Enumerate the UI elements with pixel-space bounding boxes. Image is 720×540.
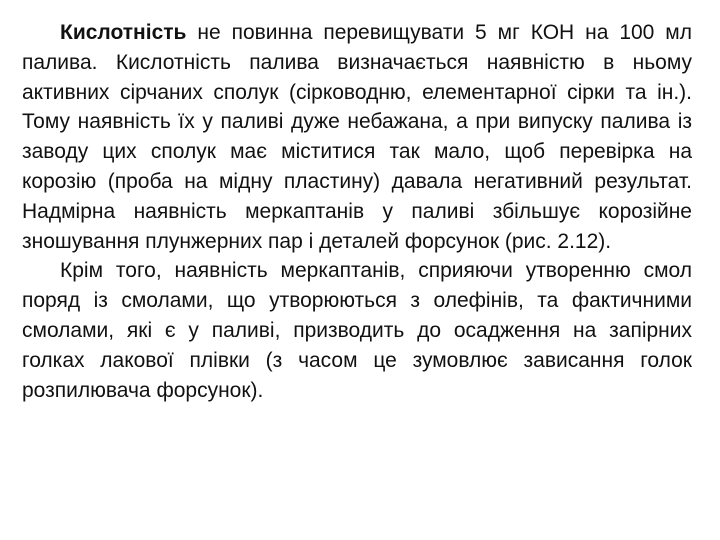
paragraph-text: не повинна перевищувати 5 мг КОН на 100 мл палива. Кислотність палива визначається наявністю в ньому активних сірчаних сполук (сірководню, елементарної сірки та ін.). Тому наявність їх у паливі дуже небажана, а при випуску палива із заводу цих сполук має міститися так мало, щоб перевірка на корозію (проба на мідну пластину) давала негативний результат. Надмірна наявність меркаптанів у паливі збільшує корозійне зношування плунжерних пар і деталей форсунок (рис. 2.12). (22, 21, 692, 253)
bold-term: Кислотність (60, 21, 187, 44)
paragraph-text: Крім того, наявність меркаптанів, сприяючи утворенню смол поряд із смолами, що утворюються з олефінів, та фактичними смолами, які є у паливі, призводить до осадження на запірних голках лакової плівки (з часом це зумовлює зависання голок розпилювача форсунок). (22, 259, 692, 402)
document-page (22, 18, 692, 405)
paragraph-acidity (22, 18, 692, 256)
paragraph-mercaptans (22, 256, 692, 405)
